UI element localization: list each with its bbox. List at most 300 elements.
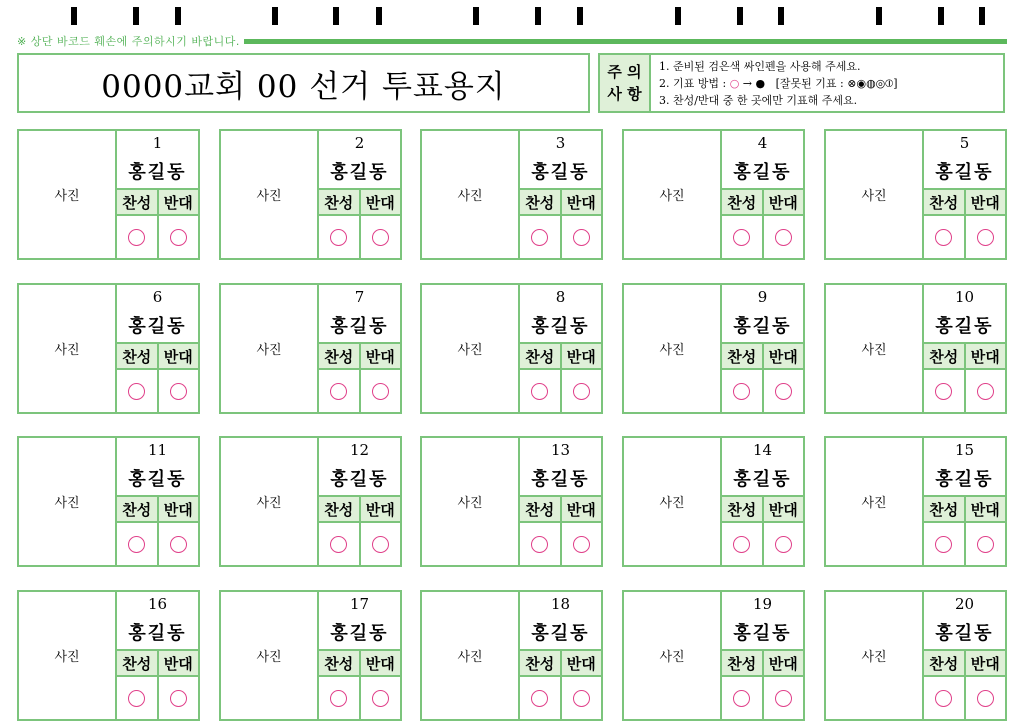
approve-vote-cell[interactable]: [520, 677, 560, 719]
candidate-card: [219, 436, 402, 567]
candidate-name: 홍길동: [128, 623, 187, 644]
vote-cells: [722, 370, 803, 412]
vote-cells: [520, 677, 601, 719]
candidate-info: [117, 438, 198, 565]
vote-cells: [319, 677, 400, 719]
candidate-card: [622, 436, 805, 567]
approve-circle-icon[interactable]: [733, 536, 750, 553]
approve-label: 찬성: [525, 500, 555, 519]
vote-cells: [924, 523, 1005, 565]
vote-labels: [520, 188, 601, 216]
arrow-icon: →: [739, 77, 756, 90]
candidate-number: 6: [152, 287, 163, 306]
candidate-card: [622, 590, 805, 721]
oppose-circle-icon[interactable]: [775, 229, 792, 246]
vote-labels: [319, 495, 400, 523]
photo-label: 사진: [54, 496, 80, 511]
oppose-vote-cell[interactable]: [359, 677, 401, 719]
candidate-info: [319, 285, 400, 412]
oppose-circle-icon[interactable]: [573, 536, 590, 553]
vote-cells: [117, 677, 198, 719]
vote-labels: [117, 495, 198, 523]
candidate-photo-placeholder: [624, 592, 722, 719]
approve-circle-icon[interactable]: [128, 690, 145, 707]
vote-labels: [924, 188, 1005, 216]
candidate-info: [117, 592, 198, 719]
candidate-number: 1: [152, 133, 163, 152]
vote-cells: [924, 216, 1005, 258]
candidate-number: 7: [354, 287, 365, 306]
oppose-vote-cell[interactable]: [359, 370, 401, 412]
approve-vote-cell[interactable]: [722, 677, 762, 719]
candidate-photo-placeholder: [624, 131, 722, 258]
candidate-name: 홍길동: [733, 316, 792, 337]
candidate-photo-placeholder: [221, 592, 319, 719]
oppose-circle-icon[interactable]: [977, 383, 994, 400]
candidate-photo-placeholder: [422, 438, 520, 565]
candidate-card: [420, 590, 603, 721]
approve-circle-icon[interactable]: [935, 536, 952, 553]
candidate-number: 13: [550, 440, 571, 459]
candidate-photo-placeholder: [624, 285, 722, 412]
vote-cells: [924, 677, 1005, 719]
notice-body: [651, 55, 1003, 111]
candidate-name: 홍길동: [128, 316, 187, 337]
photo-label: 사진: [256, 189, 282, 204]
vote-labels: [924, 649, 1005, 677]
oppose-vote-cell[interactable]: [762, 370, 804, 412]
approve-label: 찬성: [324, 500, 354, 519]
oppose-circle-icon[interactable]: [372, 536, 389, 553]
photo-label: 사진: [861, 650, 887, 665]
photo-label: 사진: [861, 496, 887, 511]
vote-labels: [722, 649, 803, 677]
candidate-name: 홍길동: [531, 623, 590, 644]
approve-circle-icon[interactable]: [330, 383, 347, 400]
approve-vote-cell[interactable]: [520, 370, 560, 412]
candidate-info: [319, 592, 400, 719]
vote-cells: [520, 216, 601, 258]
oppose-vote-cell[interactable]: [762, 216, 804, 258]
vote-labels: [722, 342, 803, 370]
candidate-name: 홍길동: [128, 469, 187, 490]
candidate-name: 홍길동: [935, 316, 994, 337]
candidate-photo-placeholder: [19, 285, 117, 412]
candidate-name: 홍길동: [531, 316, 590, 337]
approve-vote-cell[interactable]: [319, 216, 359, 258]
approve-vote-cell[interactable]: [117, 370, 157, 412]
candidate-card: [219, 283, 402, 414]
candidate-card: [420, 436, 603, 567]
oppose-vote-cell[interactable]: [560, 370, 602, 412]
candidate-number: 19: [752, 594, 773, 613]
ballot-title-box: [17, 53, 590, 113]
candidate-card: [17, 590, 200, 721]
candidate-info: [117, 285, 198, 412]
candidate-card: [420, 283, 603, 414]
candidate-name: 홍길동: [733, 162, 792, 183]
photo-label: 사진: [54, 343, 80, 358]
oppose-label: 반대: [964, 651, 1006, 675]
candidate-number: 5: [959, 133, 970, 152]
candidate-card: [219, 590, 402, 721]
approve-vote-cell[interactable]: [924, 370, 964, 412]
oppose-circle-icon[interactable]: [372, 690, 389, 707]
oppose-label: 반대: [560, 190, 602, 214]
candidate-info: [924, 438, 1005, 565]
candidate-card: [824, 436, 1007, 567]
vote-labels: [722, 188, 803, 216]
approve-vote-cell[interactable]: [722, 216, 762, 258]
candidate-card: [824, 283, 1007, 414]
candidate-info: [319, 131, 400, 258]
candidate-photo-placeholder: [19, 131, 117, 258]
candidate-number: 10: [954, 287, 975, 306]
wrong-mark-label: [잘못된 기표 :: [765, 77, 848, 90]
photo-label: 사진: [659, 189, 685, 204]
oppose-label: 반대: [762, 190, 804, 214]
approve-circle-icon[interactable]: [935, 383, 952, 400]
oppose-vote-cell[interactable]: [157, 370, 199, 412]
approve-vote-cell[interactable]: [520, 523, 560, 565]
oppose-label: 반대: [157, 190, 199, 214]
notice-item-1: 1. 준비된 검은색 싸인펜을 사용해 주세요.: [659, 60, 861, 73]
ballot-title: 0000교회 00 선거 투표용지: [101, 68, 506, 105]
oppose-vote-cell[interactable]: [157, 216, 199, 258]
candidate-photo-placeholder: [624, 438, 722, 565]
photo-label: 사진: [659, 496, 685, 511]
approve-label: 찬성: [929, 500, 959, 519]
empty-mark-icon: ○: [729, 77, 740, 90]
photo-label: 사진: [457, 496, 483, 511]
approve-circle-icon[interactable]: [128, 229, 145, 246]
candidate-number: 11: [147, 440, 168, 459]
candidate-info: [520, 438, 601, 565]
approve-vote-cell[interactable]: [319, 523, 359, 565]
oppose-label: 반대: [762, 497, 804, 521]
oppose-label: 반대: [157, 344, 199, 368]
oppose-circle-icon[interactable]: [573, 383, 590, 400]
approve-label: 찬성: [122, 500, 152, 519]
approve-circle-icon[interactable]: [531, 229, 548, 246]
photo-label: 사진: [659, 343, 685, 358]
approve-label: 찬성: [929, 347, 959, 366]
vote-labels: [319, 342, 400, 370]
candidate-card: [17, 129, 200, 260]
vote-cells: [319, 523, 400, 565]
candidate-number: 12: [349, 440, 370, 459]
oppose-label: 반대: [762, 344, 804, 368]
candidate-info: [722, 131, 803, 258]
approve-vote-cell[interactable]: [520, 216, 560, 258]
candidate-info: [520, 131, 601, 258]
vote-cells: [722, 216, 803, 258]
oppose-circle-icon[interactable]: [170, 690, 187, 707]
approve-label: 찬성: [727, 654, 757, 673]
candidate-info: [722, 592, 803, 719]
notice-item-3: 3. 찬성/반대 중 한 곳에만 기표해 주세요.: [659, 94, 858, 107]
candidate-number: 8: [555, 287, 566, 306]
vote-cells: [319, 216, 400, 258]
candidate-card: [420, 129, 603, 260]
notice-item-2: [659, 75, 995, 92]
candidate-card: [622, 283, 805, 414]
oppose-circle-icon[interactable]: [977, 536, 994, 553]
vote-cells: [117, 216, 198, 258]
candidate-name: 홍길동: [128, 162, 187, 183]
oppose-circle-icon[interactable]: [372, 383, 389, 400]
vote-labels: [520, 495, 601, 523]
oppose-vote-cell[interactable]: [157, 523, 199, 565]
oppose-label: 반대: [964, 190, 1006, 214]
vote-labels: [722, 495, 803, 523]
approve-circle-icon[interactable]: [733, 690, 750, 707]
approve-circle-icon[interactable]: [128, 536, 145, 553]
candidate-name: 홍길동: [935, 162, 994, 183]
candidate-name: 홍길동: [733, 623, 792, 644]
candidate-photo-placeholder: [221, 285, 319, 412]
approve-circle-icon[interactable]: [330, 229, 347, 246]
approve-vote-cell[interactable]: [924, 523, 964, 565]
vote-labels: [924, 495, 1005, 523]
approve-vote-cell[interactable]: [117, 523, 157, 565]
approve-label: 찬성: [122, 347, 152, 366]
oppose-vote-cell[interactable]: [560, 216, 602, 258]
approve-label: 찬성: [525, 654, 555, 673]
wrong-mark-close: ]: [893, 77, 898, 90]
photo-label: 사진: [256, 496, 282, 511]
candidate-card: [17, 436, 200, 567]
candidate-name: 홍길동: [330, 623, 389, 644]
approve-vote-cell[interactable]: [319, 370, 359, 412]
oppose-label: 반대: [359, 497, 401, 521]
candidate-photo-placeholder: [422, 131, 520, 258]
candidate-card: [17, 283, 200, 414]
vote-cells: [319, 370, 400, 412]
vote-labels: [924, 342, 1005, 370]
oppose-vote-cell[interactable]: [359, 216, 401, 258]
oppose-label: 반대: [762, 651, 804, 675]
notice-header-line2: 사 항: [607, 85, 642, 103]
candidate-number: 18: [550, 594, 571, 613]
oppose-circle-icon[interactable]: [573, 229, 590, 246]
candidate-photo-placeholder: [826, 438, 924, 565]
vote-labels: [520, 649, 601, 677]
oppose-label: 반대: [560, 497, 602, 521]
candidate-name: 홍길동: [330, 162, 389, 183]
approve-label: 찬성: [727, 193, 757, 212]
candidate-photo-placeholder: [221, 131, 319, 258]
candidate-number: 17: [349, 594, 370, 613]
oppose-circle-icon[interactable]: [775, 383, 792, 400]
approve-label: 찬성: [929, 193, 959, 212]
vote-cells: [520, 523, 601, 565]
candidate-photo-placeholder: [221, 438, 319, 565]
candidate-info: [722, 438, 803, 565]
vote-labels: [319, 188, 400, 216]
approve-circle-icon[interactable]: [733, 383, 750, 400]
photo-label: 사진: [54, 650, 80, 665]
oppose-label: 반대: [157, 651, 199, 675]
approve-label: 찬성: [727, 500, 757, 519]
wrong-marks-icons: ⊗◉◍◎⦶: [847, 77, 894, 90]
vote-labels: [319, 649, 400, 677]
oppose-vote-cell[interactable]: [157, 677, 199, 719]
oppose-label: 반대: [964, 497, 1006, 521]
notice-box: [598, 53, 1005, 113]
approve-label: 찬성: [929, 654, 959, 673]
candidate-photo-placeholder: [826, 131, 924, 258]
approve-label: 찬성: [525, 347, 555, 366]
candidate-info: [924, 285, 1005, 412]
oppose-label: 반대: [359, 651, 401, 675]
oppose-vote-cell[interactable]: [964, 370, 1006, 412]
candidate-info: [319, 438, 400, 565]
candidate-info: [520, 285, 601, 412]
approve-vote-cell[interactable]: [319, 677, 359, 719]
vote-labels: [117, 342, 198, 370]
photo-label: 사진: [54, 189, 80, 204]
oppose-label: 반대: [964, 344, 1006, 368]
oppose-vote-cell[interactable]: [964, 216, 1006, 258]
oppose-vote-cell[interactable]: [964, 523, 1006, 565]
candidate-photo-placeholder: [422, 592, 520, 719]
candidate-card: [824, 129, 1007, 260]
vote-labels: [117, 649, 198, 677]
oppose-label: 반대: [359, 344, 401, 368]
photo-label: 사진: [861, 343, 887, 358]
oppose-vote-cell[interactable]: [560, 523, 602, 565]
warning-divider: [244, 39, 1007, 44]
approve-label: 찬성: [525, 193, 555, 212]
top-barcode: [0, 7, 1036, 25]
vote-labels: [520, 342, 601, 370]
approve-circle-icon[interactable]: [531, 536, 548, 553]
oppose-label: 반대: [157, 497, 199, 521]
vote-cells: [117, 370, 198, 412]
candidate-info: [924, 131, 1005, 258]
candidate-info: [722, 285, 803, 412]
photo-label: 사진: [256, 650, 282, 665]
oppose-vote-cell[interactable]: [560, 677, 602, 719]
candidate-name: 홍길동: [935, 623, 994, 644]
vote-cells: [722, 677, 803, 719]
oppose-circle-icon[interactable]: [573, 690, 590, 707]
notice-header-line1: 주 의: [607, 63, 642, 81]
approve-vote-cell[interactable]: [117, 216, 157, 258]
notice-header: [600, 55, 651, 111]
oppose-circle-icon[interactable]: [977, 229, 994, 246]
approve-vote-cell[interactable]: [924, 216, 964, 258]
candidate-info: [520, 592, 601, 719]
candidate-card: [622, 129, 805, 260]
approve-vote-cell[interactable]: [722, 523, 762, 565]
photo-label: 사진: [457, 343, 483, 358]
barcode-warning-text: ※ 상단 바코드 훼손에 주의하시기 바랍니다.: [17, 35, 240, 48]
approve-circle-icon[interactable]: [733, 229, 750, 246]
candidate-card: [219, 129, 402, 260]
oppose-vote-cell[interactable]: [762, 523, 804, 565]
candidate-photo-placeholder: [19, 592, 117, 719]
oppose-circle-icon[interactable]: [170, 229, 187, 246]
candidate-number: 3: [555, 133, 566, 152]
candidate-info: [117, 131, 198, 258]
candidate-number: 14: [752, 440, 773, 459]
approve-circle-icon[interactable]: [935, 690, 952, 707]
approve-label: 찬성: [324, 654, 354, 673]
approve-label: 찬성: [324, 347, 354, 366]
oppose-label: 반대: [359, 190, 401, 214]
candidate-photo-placeholder: [826, 285, 924, 412]
approve-vote-cell[interactable]: [117, 677, 157, 719]
approve-label: 찬성: [324, 193, 354, 212]
candidate-name: 홍길동: [733, 469, 792, 490]
approve-circle-icon[interactable]: [531, 690, 548, 707]
approve-label: 찬성: [122, 193, 152, 212]
candidate-name: 홍길동: [330, 469, 389, 490]
photo-label: 사진: [256, 343, 282, 358]
approve-vote-cell[interactable]: [924, 677, 964, 719]
candidate-name: 홍길동: [935, 469, 994, 490]
approve-circle-icon[interactable]: [935, 229, 952, 246]
approve-circle-icon[interactable]: [330, 536, 347, 553]
oppose-label: 반대: [560, 344, 602, 368]
candidate-photo-placeholder: [19, 438, 117, 565]
photo-label: 사진: [457, 650, 483, 665]
candidate-number: 9: [757, 287, 768, 306]
candidate-name: 홍길동: [531, 162, 590, 183]
barcode-warning: [17, 34, 1007, 48]
photo-label: 사진: [659, 650, 685, 665]
oppose-circle-icon[interactable]: [170, 383, 187, 400]
oppose-circle-icon[interactable]: [977, 690, 994, 707]
approve-label: 찬성: [122, 654, 152, 673]
oppose-circle-icon[interactable]: [170, 536, 187, 553]
oppose-label: 반대: [560, 651, 602, 675]
candidate-number: 15: [954, 440, 975, 459]
vote-cells: [117, 523, 198, 565]
approve-vote-cell[interactable]: [722, 370, 762, 412]
candidate-number: 20: [954, 594, 975, 613]
oppose-circle-icon[interactable]: [372, 229, 389, 246]
photo-label: 사진: [861, 189, 887, 204]
oppose-vote-cell[interactable]: [964, 677, 1006, 719]
candidate-photo-placeholder: [826, 592, 924, 719]
vote-cells: [520, 370, 601, 412]
candidate-number: 4: [757, 133, 768, 152]
vote-cells: [924, 370, 1005, 412]
filled-mark-icon: ●: [755, 77, 766, 90]
approve-circle-icon[interactable]: [128, 383, 145, 400]
vote-labels: [117, 188, 198, 216]
photo-label: 사진: [457, 189, 483, 204]
oppose-circle-icon[interactable]: [775, 690, 792, 707]
candidate-card: [824, 590, 1007, 721]
candidate-info: [924, 592, 1005, 719]
candidate-photo-placeholder: [422, 285, 520, 412]
candidate-number: 16: [147, 594, 168, 613]
oppose-vote-cell[interactable]: [762, 677, 804, 719]
approve-label: 찬성: [727, 347, 757, 366]
approve-circle-icon[interactable]: [330, 690, 347, 707]
approve-circle-icon[interactable]: [531, 383, 548, 400]
candidate-name: 홍길동: [531, 469, 590, 490]
oppose-circle-icon[interactable]: [775, 536, 792, 553]
candidate-number: 2: [354, 133, 365, 152]
notice-item-2-prefix: 2. 기표 방법 :: [659, 77, 730, 90]
candidate-name: 홍길동: [330, 316, 389, 337]
oppose-vote-cell[interactable]: [359, 523, 401, 565]
